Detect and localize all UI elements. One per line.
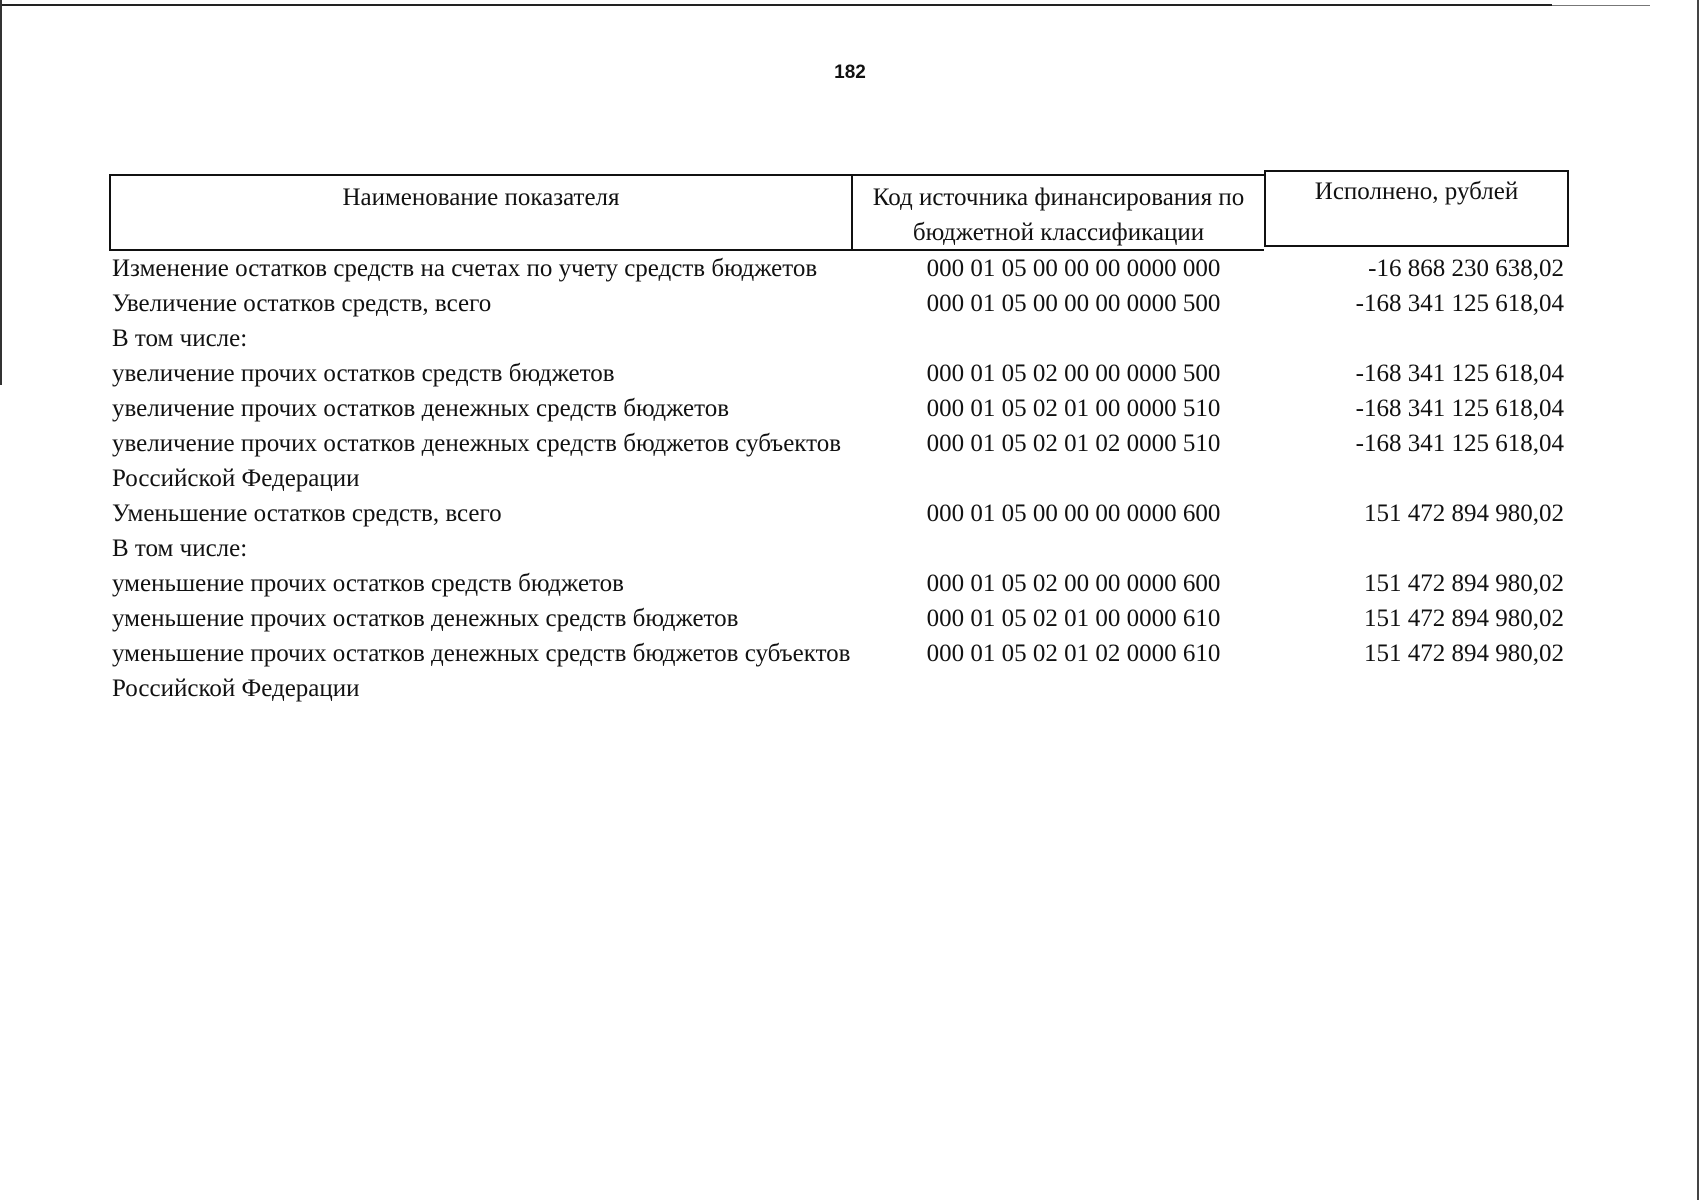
table-row xyxy=(109,531,1569,566)
row-executed: 151 472 894 980,02 xyxy=(1364,570,1564,597)
row-executed xyxy=(1264,531,1564,566)
row-code: 000 01 05 00 00 00 0000 500 xyxy=(926,290,1221,317)
header-executed-amount: Исполнено, рублей xyxy=(1264,170,1569,247)
row-name: увеличение прочих остатков средств бюджетов xyxy=(112,360,615,387)
row-name: увеличение прочих остатков денежных средств бюджетов субъектов Российской Федерации xyxy=(112,430,842,492)
top-border-line xyxy=(0,4,1552,6)
row-executed: 151 472 894 980,02 xyxy=(1364,640,1564,667)
row-name: Изменение остатков средств на счетах по учету средств бюджетов xyxy=(112,255,818,282)
table-header xyxy=(109,174,1569,251)
top-border-line-thin xyxy=(1552,5,1650,6)
row-name: В том числе: xyxy=(112,535,248,562)
table-row xyxy=(109,391,1569,426)
row-executed xyxy=(1264,321,1564,356)
page-number: 182 xyxy=(834,62,866,83)
row-code: 000 01 05 02 00 00 0000 600 xyxy=(926,570,1221,597)
table-row xyxy=(109,496,1569,531)
row-code: 000 01 05 02 01 00 0000 510 xyxy=(926,395,1221,422)
row-name: уменьшение прочих остатков денежных средств бюджетов xyxy=(112,605,739,632)
row-name: Увеличение остатков средств, всего xyxy=(112,290,492,317)
row-executed: -168 341 125 618,04 xyxy=(1355,290,1564,317)
row-executed: -168 341 125 618,04 xyxy=(1355,360,1564,387)
row-name: уменьшение прочих остатков средств бюджетов xyxy=(112,570,624,597)
row-executed: -16 868 230 638,02 xyxy=(1368,255,1564,282)
table-row xyxy=(109,356,1569,391)
row-executed: -168 341 125 618,04 xyxy=(1355,395,1564,422)
row-executed: 151 472 894 980,02 xyxy=(1364,605,1564,632)
table-row xyxy=(109,566,1569,601)
row-code: 000 01 05 02 01 02 0000 510 xyxy=(926,430,1221,457)
row-executed: -168 341 125 618,04 xyxy=(1355,430,1564,457)
row-code: 000 01 05 02 01 02 0000 610 xyxy=(926,640,1221,667)
row-code: 000 01 05 02 00 00 0000 500 xyxy=(926,360,1221,387)
row-code: 000 01 05 00 00 00 0000 600 xyxy=(926,500,1221,527)
row-name: уменьшение прочих остатков денежных средств бюджетов субъектов Российской Федерации xyxy=(112,640,851,702)
header-source-code: Код источника финансирования по бюджетной классификации xyxy=(851,174,1264,251)
row-name: Уменьшение остатков средств, всего xyxy=(112,500,502,527)
row-code: 000 01 05 02 01 00 0000 610 xyxy=(926,605,1221,632)
table-row xyxy=(109,601,1569,636)
left-border-line xyxy=(0,0,2,385)
row-executed: 151 472 894 980,02 xyxy=(1364,500,1564,527)
table-row xyxy=(109,321,1569,356)
table-row xyxy=(109,636,1569,706)
financing-sources-table xyxy=(109,174,1569,706)
table-row xyxy=(109,426,1569,496)
header-indicator-name: Наименование показателя xyxy=(109,174,851,251)
table-row xyxy=(109,251,1569,286)
row-name: В том числе: xyxy=(112,325,248,352)
row-code xyxy=(851,531,1264,566)
row-code xyxy=(851,321,1264,356)
row-code: 000 01 05 00 00 00 0000 000 xyxy=(926,255,1221,282)
row-name: увеличение прочих остатков денежных средств бюджетов xyxy=(112,395,730,422)
table-row xyxy=(109,286,1569,321)
